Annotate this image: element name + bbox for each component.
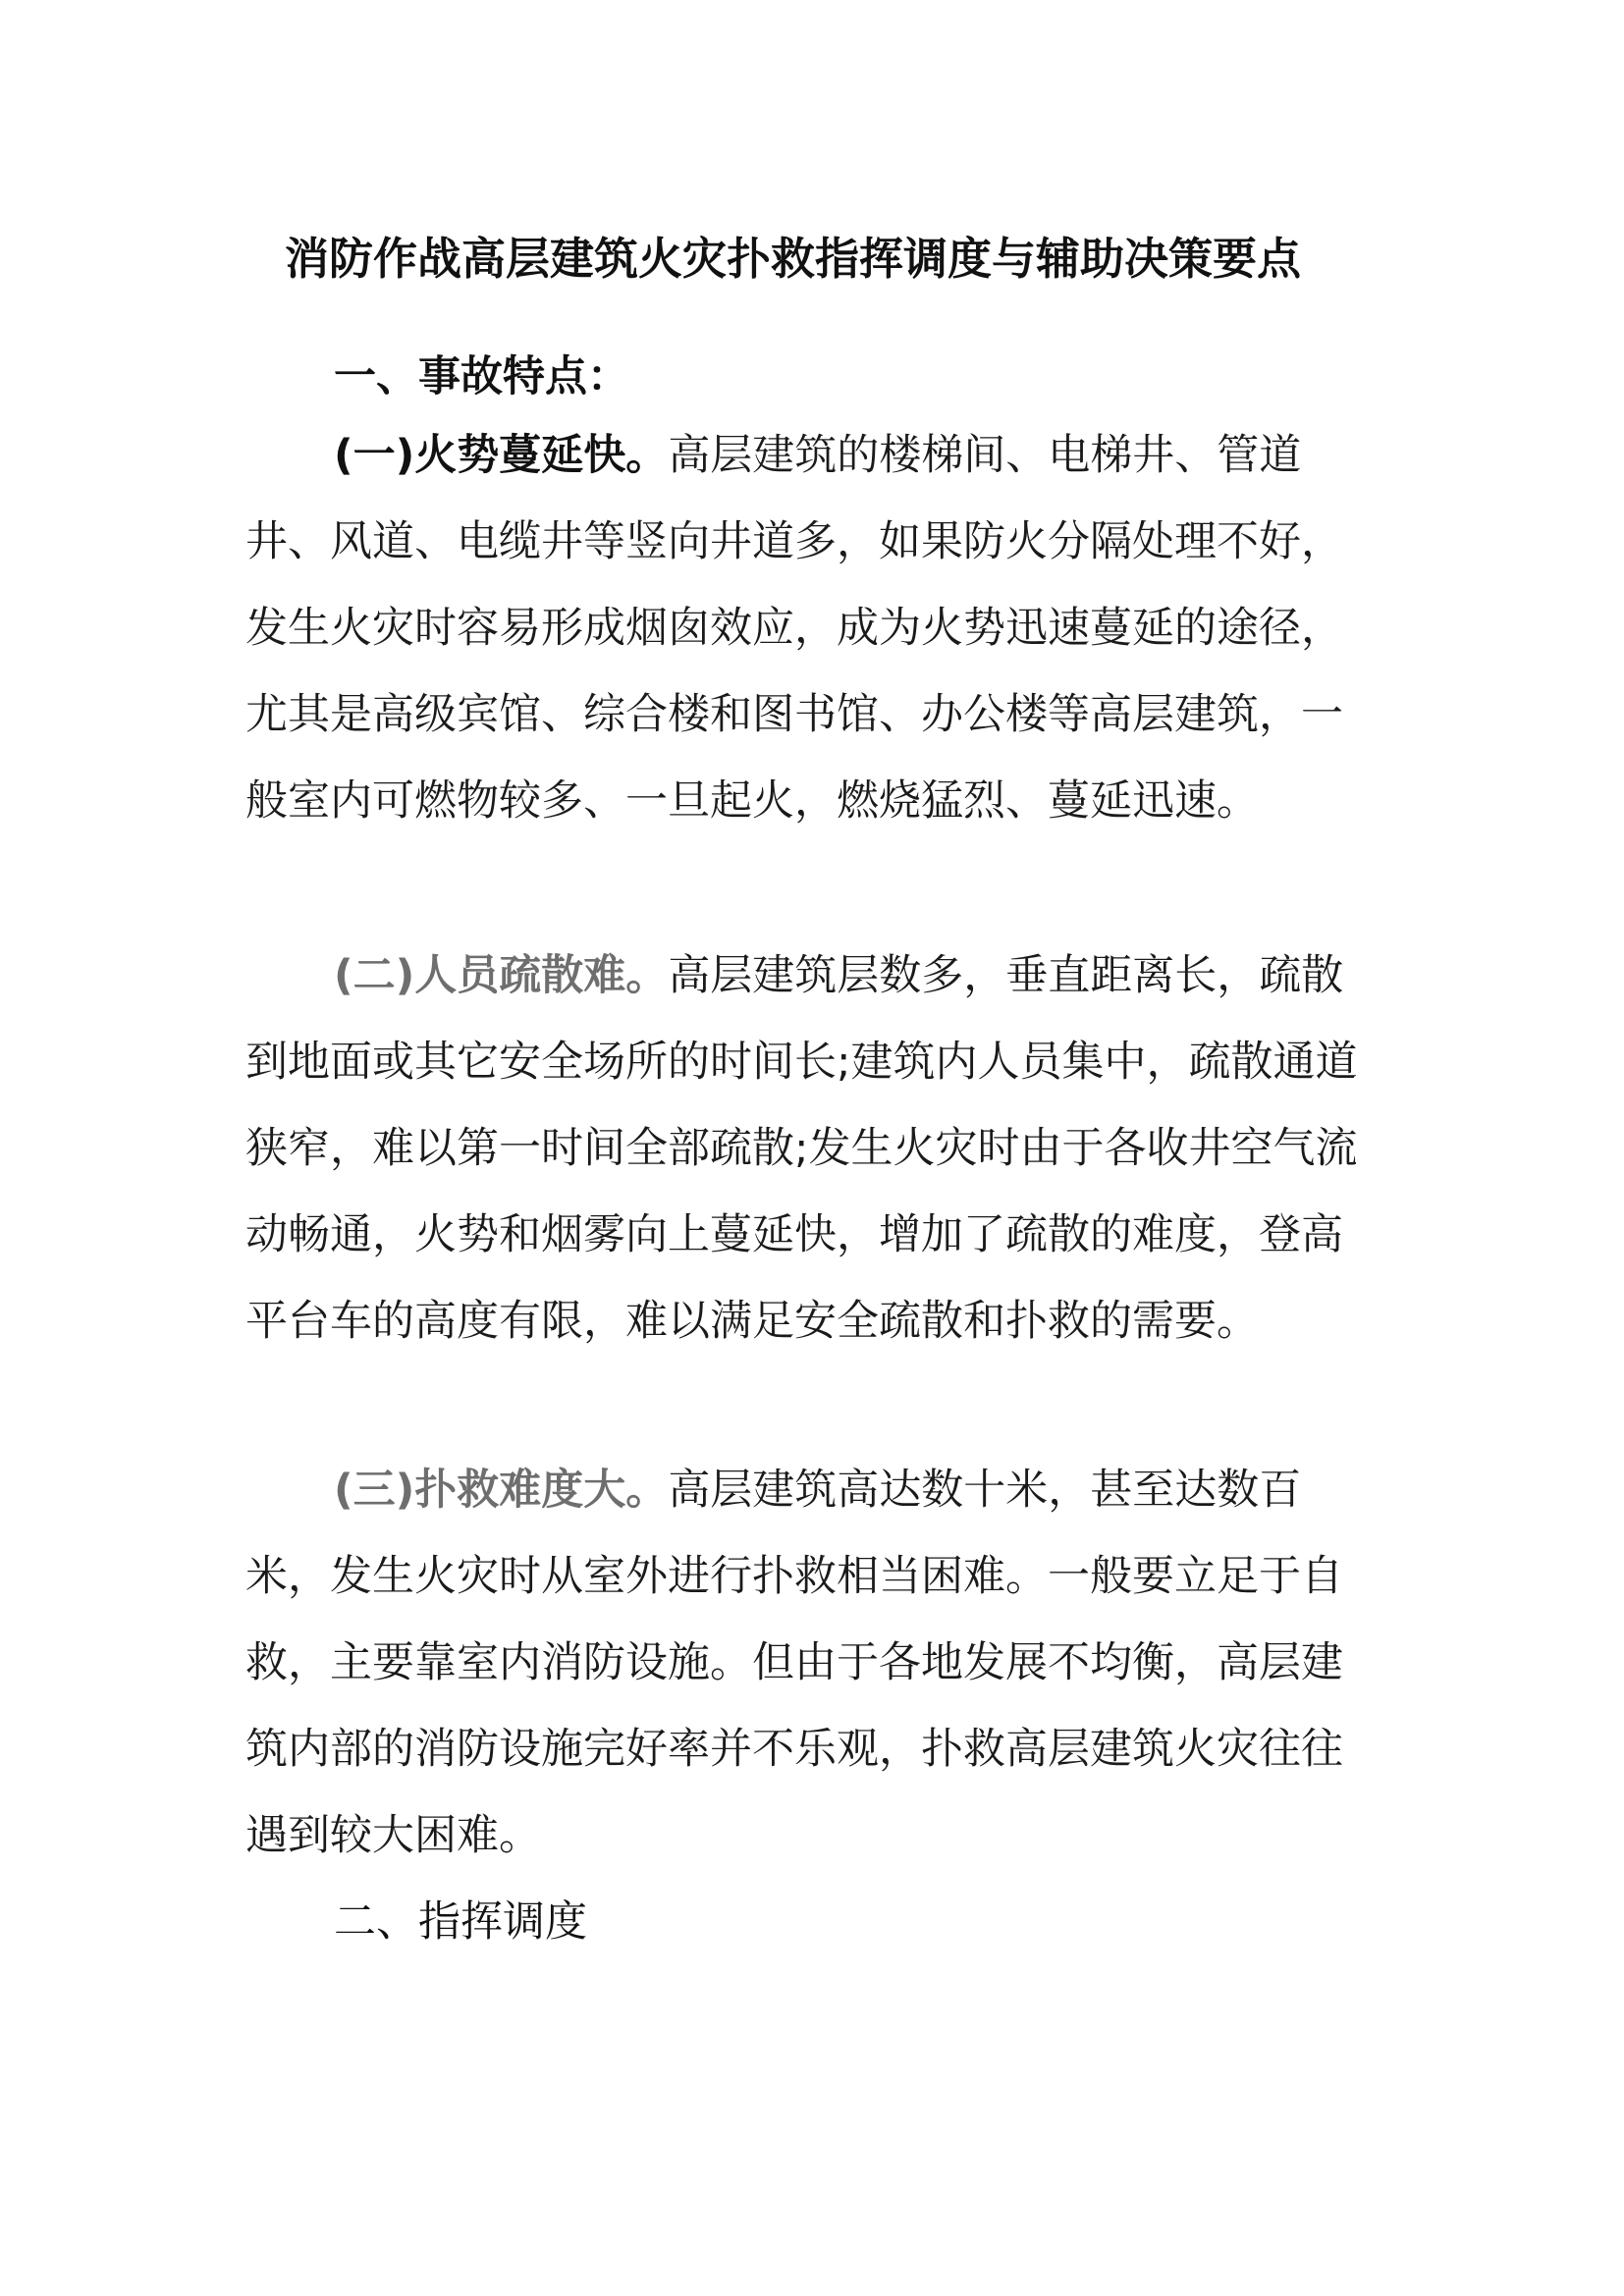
- paragraph-lead: (三)扑救难度大。: [334, 1466, 669, 1515]
- section-heading-accident-features: 一、事故特点：: [334, 352, 629, 401]
- document-title: 消防作战高层建筑火灾扑救指挥调度与辅助决策要点: [285, 233, 1302, 285]
- paragraph-lead: (二)人员疏散难。: [334, 951, 669, 1000]
- paragraph-evacuation: [245, 933, 1384, 1364]
- section-heading-command-dispatch: 二、指挥调度: [334, 1897, 587, 1947]
- paragraph-body: 高层建筑层数多，垂直距离长，疏散到地面或其它安全场所的时间长;建筑内人员集中，疏散通道狭窄，难以第一时间全部疏散;发生火灾时由于各收井空气流动畅通，火势和烟雾向上蔓延快，增加了疏散的难度，登高平台车的高度有限，难以满足安全疏散和扑救的需要。: [245, 951, 1358, 1346]
- paragraph-body: 高层建筑的楼梯间、电梯井、管道井、风道、电缆井等竖向井道多，如果防火分隔处理不好，发生火灾时容易形成烟囱效应，成为火势迅速蔓延的途径，尤其是高级宾馆、综合楼和图书馆、办公楼等高层建筑，一般室内可燃物较多、一旦起火，燃烧猛烈、蔓延迅速。: [245, 431, 1343, 826]
- paragraph-lead: (一)火势蔓延快。: [334, 431, 669, 480]
- paragraph-fire-spread: [245, 412, 1384, 844]
- paragraph-body: 高层建筑高达数十米，甚至达数百米，发生火灾时从室外进行扑救相当困难。一般要立足于自救，主要靠室内消防设施。但由于各地发展不均衡，高层建筑内部的消防设施完好率并不乐观，扑救高层建筑火灾往往遇到较大困难。: [245, 1466, 1343, 1860]
- paragraph-firefighting-difficulty: [245, 1447, 1384, 1879]
